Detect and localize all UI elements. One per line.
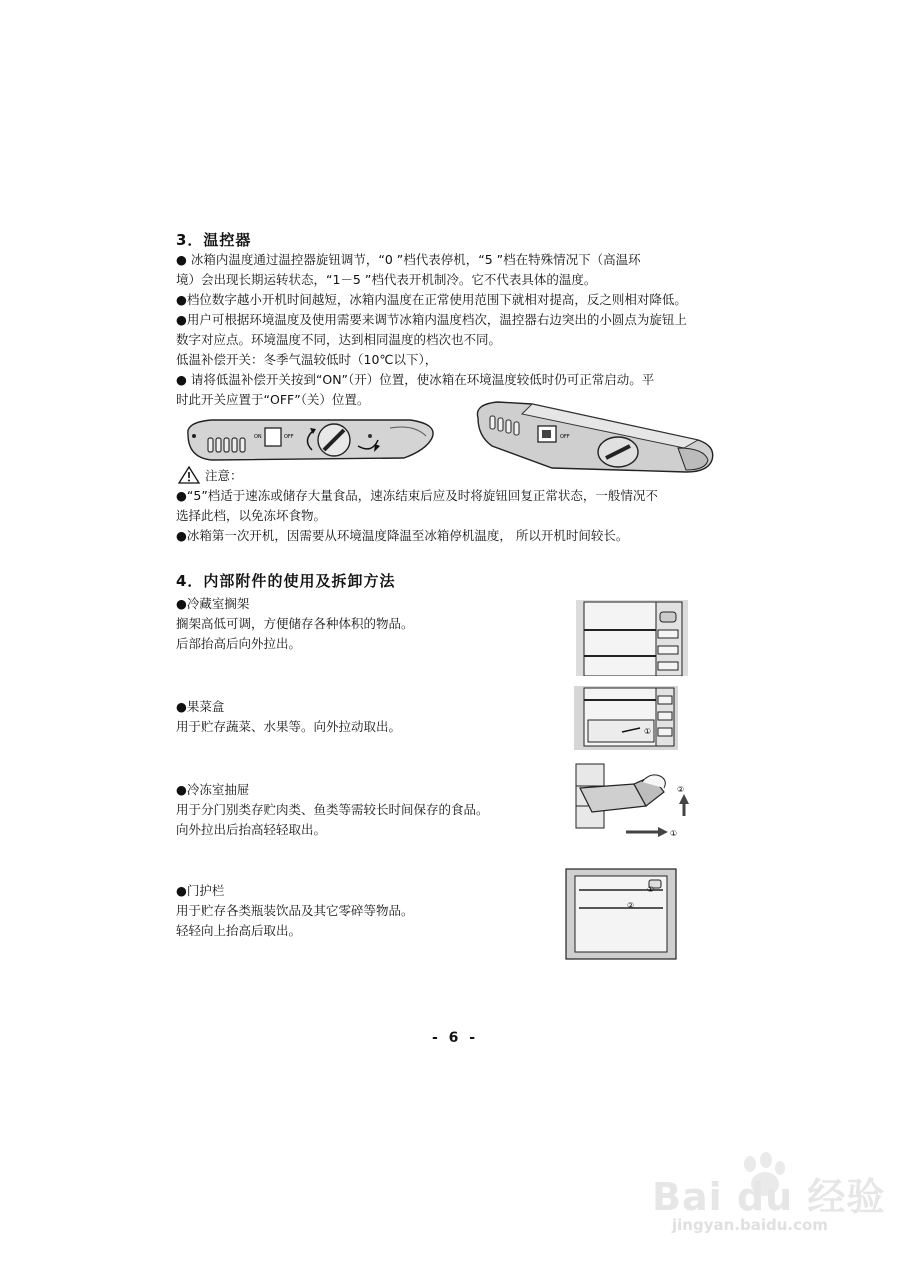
paragraph-2: ●档位数字越小开机时间越短，冰箱内温度在正常使用范围下就相对提高，反之则相对降低。 [176,292,687,307]
item-2-title: ●果菜盒 [176,699,225,714]
item-3-line-1: 用于分门别类存贮肉类、鱼类等需较长时间保存的食品。 [176,802,489,817]
item-4-line-2: 轻轻向上抬高后取出。 [176,923,302,938]
item-1-line-2: 后部抬高后向外拉出。 [176,636,302,651]
watermark-url: jingyan.baidu.com [672,1216,828,1234]
vegetable-box-figure [574,686,678,750]
item-2-line-1: 用于贮存蔬菜、水果等。向外拉动取出。 [176,719,402,734]
freezer-drawer-figure [574,762,694,844]
door-rack-figure [565,868,677,960]
item-1-line-1: 搁架高低可调，方便储存各种体积的物品。 [176,616,414,631]
item-4-title: ●门护栏 [176,883,225,898]
switch-off-label-2: OFF [560,434,570,440]
paragraph-1b: 境）会出现长期运转状态，“1－5 ”档代表开机制冷。它不代表具体的温度。 [176,272,597,287]
item-3-title: ●冷冻室抽屉 [176,782,250,797]
item-4-line-1: 用于贮存各类瓶装饮品及其它零碎等物品。 [176,903,414,918]
item-1-title: ●冷藏室搁架 [176,596,250,611]
mark-1: ① [644,727,652,736]
mark-1-door: ① [647,885,655,894]
watermark-brand: Bai du 经验 [652,1175,886,1219]
section-3-title: 3．温控器 [176,231,252,249]
paragraph-3b: 数字对应点。环境温度不同，达到相同温度的档次也不同。 [176,332,502,347]
fridge-shelf-figure [576,600,688,676]
thermostat-figure-perspective [472,396,720,480]
paragraph-5b: 时此开关应置于“OFF”（关）位置。 [176,392,370,407]
paragraph-1a: ● 冰箱内温度通过温控器旋钮调节，“0 ”档代表停机，“5 ”档在特殊情况下（高温环 [176,252,641,267]
item-3-line-2: 向外拉出后抬高轻轻取出。 [176,822,327,837]
page-number: - 6 - [432,1030,479,1046]
notice-1b: 选择此档，以免冻坏食物。 [176,508,327,523]
mark-2-freezer: ② [677,785,685,794]
paragraph-4: 低温补偿开关：冬季气温较低时（10℃以下）， [176,352,438,367]
notice-label: 注意： [205,468,243,483]
section-4-title: 4．内部附件的使用及拆卸方法 [176,572,396,590]
switch-on-label: ON [254,434,262,440]
switch-off-label: OFF [284,434,294,440]
thermostat-figure-flat [182,410,440,470]
paragraph-5a: ● 请将低温补偿开关按到“ON”（开）位置，使冰箱在环境温度较低时仍可正常启动。平 [176,372,655,387]
warning-icon [178,466,200,484]
mark-1-freezer: ① [670,829,678,838]
notice-1a: ●“5”档适于速冻或储存大量食品，速冻结束后应及时将旋钮回复正常状态，一般情况不 [176,488,658,503]
paragraph-3a: ●用户可根据环境温度及使用需要来调节冰箱内温度档次，温控器右边突出的小圆点为旋钮上 [176,312,687,327]
notice-2: ●冰箱第一次开机，因需要从环境温度降温至冰箱停机温度， 所以开机时间较长。 [176,528,629,543]
mark-2-door: ② [627,901,635,910]
